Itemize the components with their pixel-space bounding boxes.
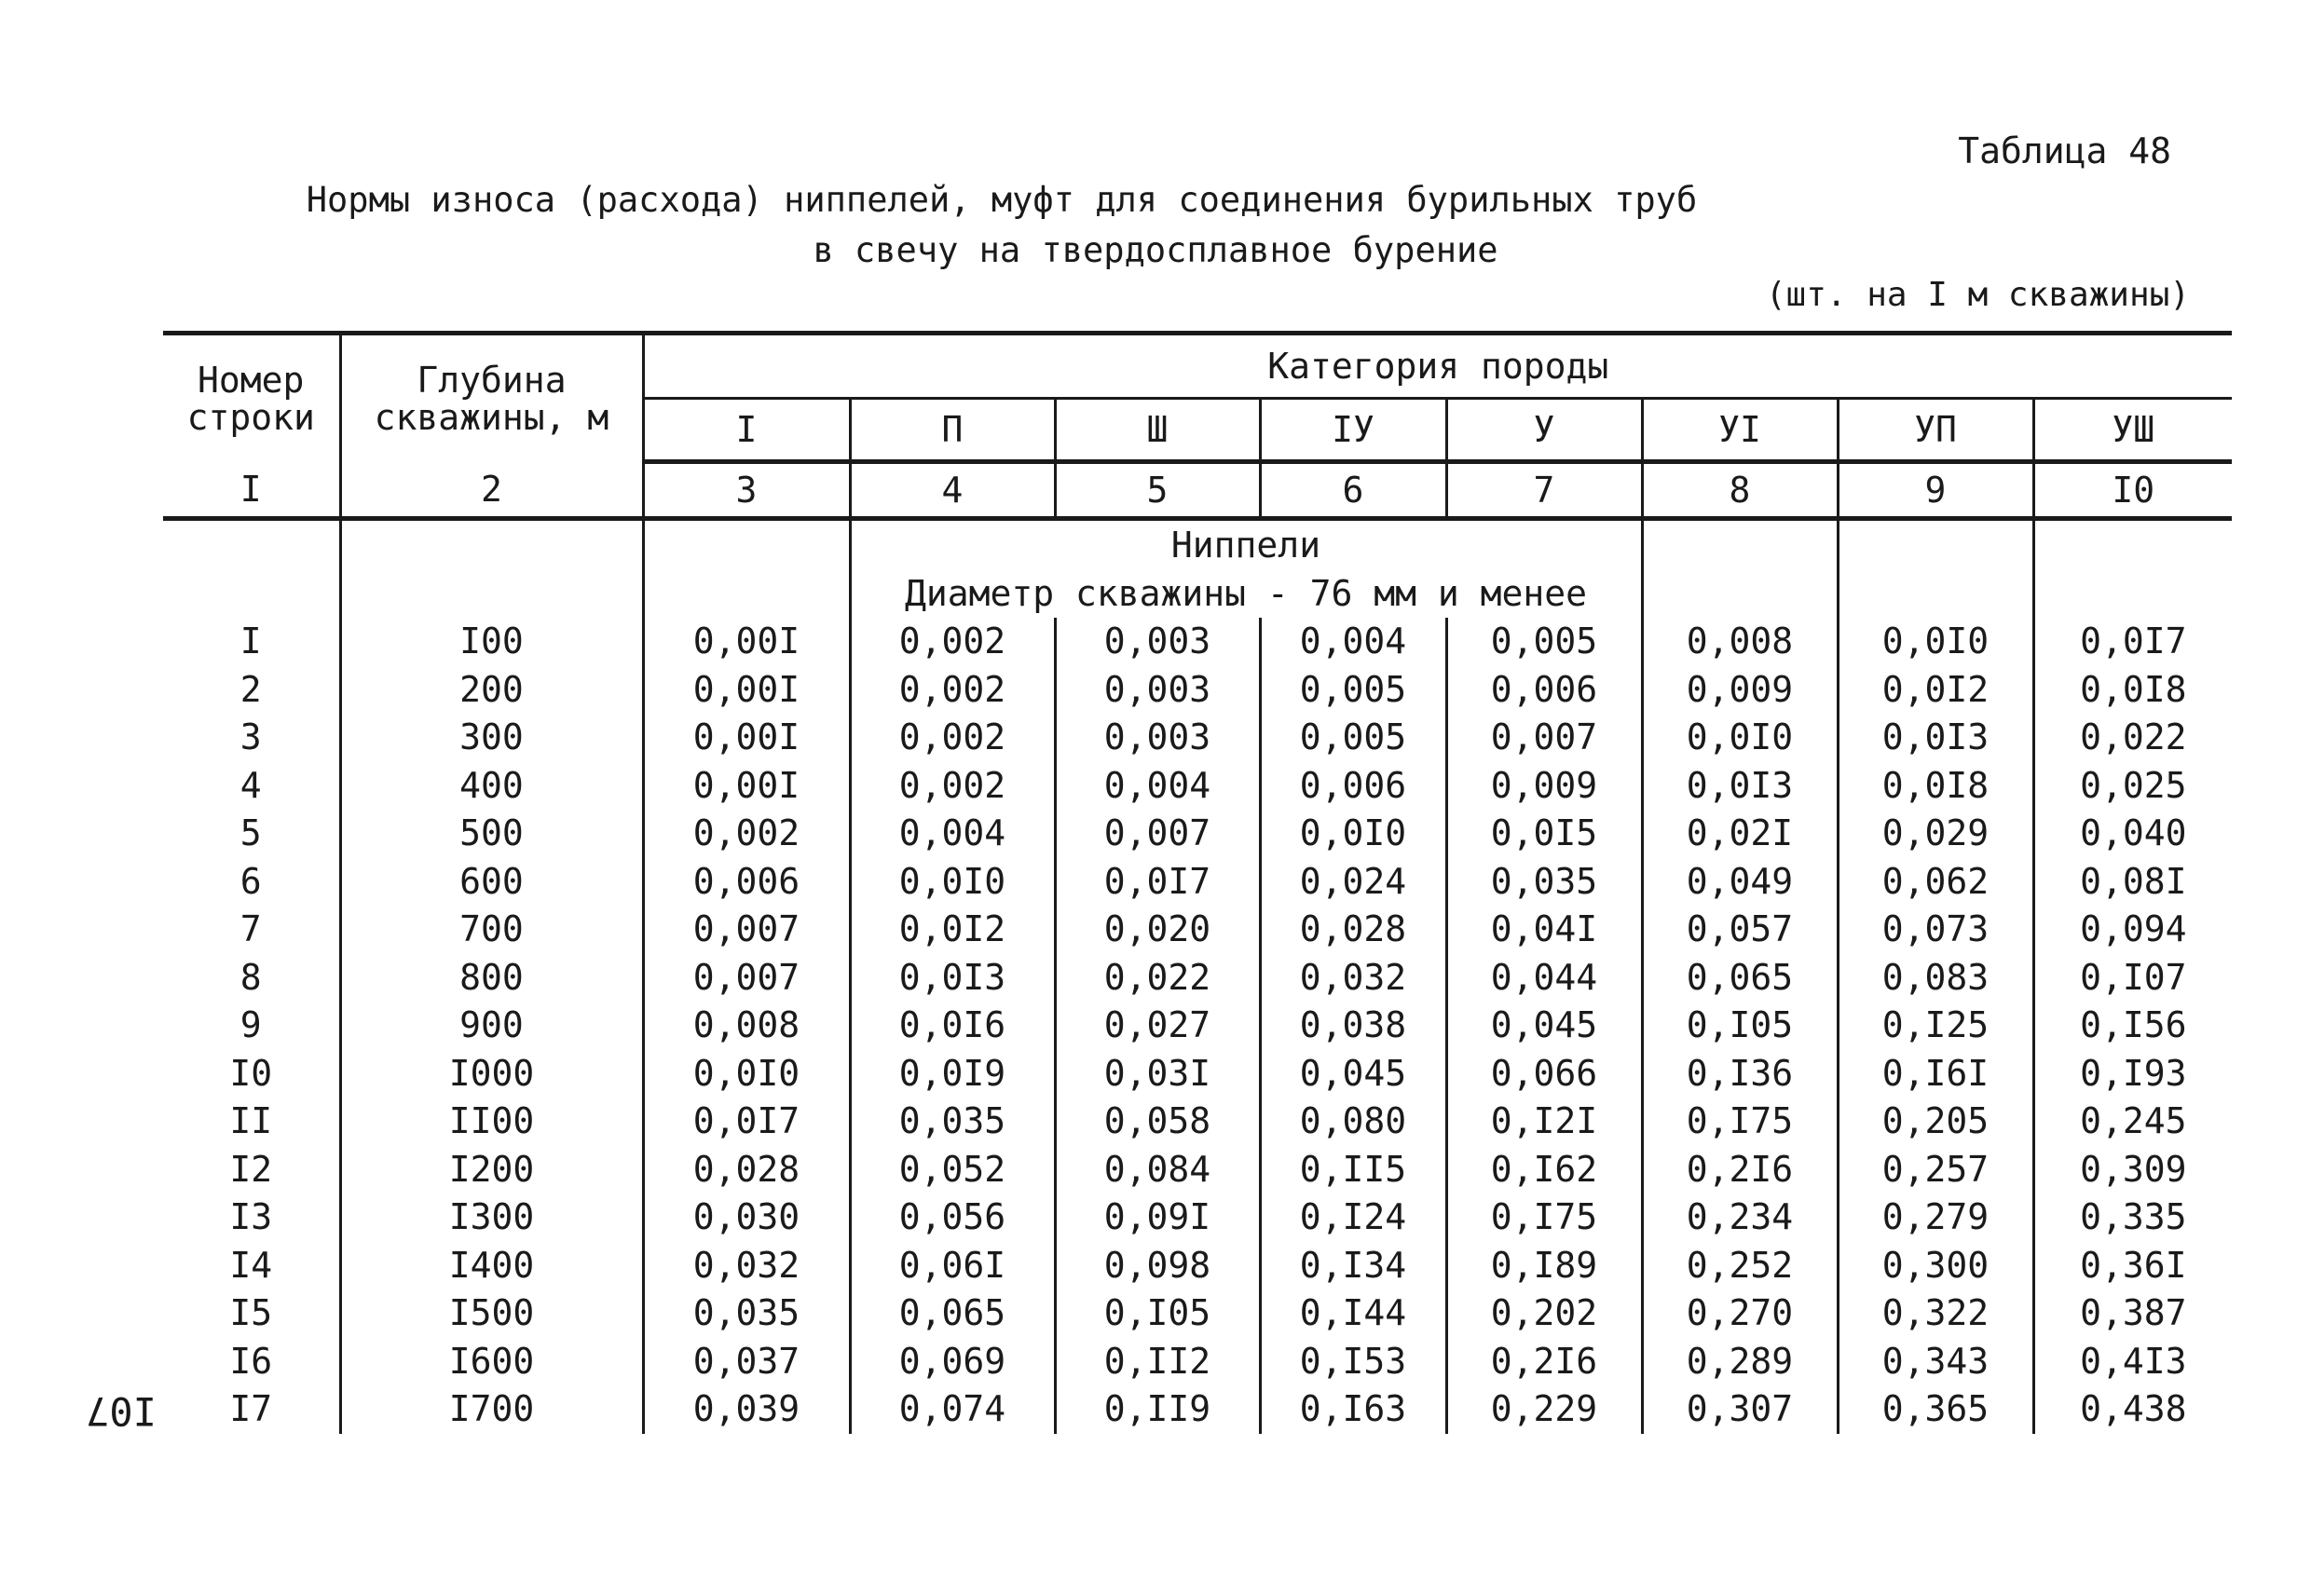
- norm-value-cell: 0,2I6: [1642, 1146, 1838, 1194]
- header-depth: Глубина скважины, м: [340, 334, 643, 462]
- norm-value-cell: 0,062: [1838, 858, 2033, 907]
- depth-cell: 900: [340, 1002, 643, 1050]
- norm-value-cell: 0,309: [2033, 1146, 2232, 1194]
- depth-cell: 500: [340, 810, 643, 858]
- row-number-cell: I5: [229, 1292, 273, 1333]
- norm-value-cell: 0,004: [1055, 762, 1260, 811]
- norm-value-cell: 0,245: [2033, 1098, 2232, 1146]
- norm-value-cell: 0,0I8: [1838, 762, 2033, 811]
- column-number-cell: 9: [1838, 462, 2033, 519]
- norm-value-cell: 0,039: [643, 1385, 850, 1434]
- table-row: [163, 954, 2232, 1003]
- table-row: [163, 906, 2232, 954]
- norm-value-cell: 0,0I6: [850, 1002, 1055, 1050]
- norm-value-cell: 0,II2: [1055, 1338, 1260, 1386]
- norm-value-cell: 0,04I: [1446, 906, 1642, 954]
- norm-value-cell: 0,083: [1838, 954, 2033, 1003]
- table-number: Таблица 48: [1958, 130, 2171, 171]
- norm-value-cell: 0,0I8: [2033, 666, 2232, 715]
- norm-value-cell: 0,0I9: [850, 1050, 1055, 1098]
- norm-value-cell: 0,0I0: [1260, 810, 1446, 858]
- norm-value-cell: 0,005: [1260, 666, 1446, 715]
- row-number-cell: 9: [239, 1004, 262, 1045]
- norm-value-cell: 0,I2I: [1446, 1098, 1642, 1146]
- table-row: [163, 1385, 2232, 1434]
- norm-value-cell: 0,080: [1260, 1098, 1446, 1146]
- norm-value-cell: 0,035: [643, 1289, 850, 1338]
- depth-cell: 300: [340, 714, 643, 762]
- depth-cell: 200: [340, 666, 643, 715]
- norm-value-cell: 0,I25: [1838, 1002, 2033, 1050]
- norm-value-cell: 0,037: [643, 1338, 850, 1386]
- norm-value-cell: 0,0I7: [643, 1098, 850, 1146]
- norm-value-cell: 0,044: [1446, 954, 1642, 1003]
- norm-value-cell: 0,322: [1838, 1289, 2033, 1338]
- header-row-number: Номер строки: [163, 334, 340, 462]
- column-number-cell: 6: [1260, 462, 1446, 519]
- title-line-2: в свечу на твердосплавное бурение: [813, 230, 1498, 270]
- row-number-cell: 8: [239, 956, 262, 998]
- category-header-cell: УП: [1838, 399, 2033, 462]
- norm-value-cell: 0,I34: [1260, 1242, 1446, 1290]
- norm-value-cell: 0,0I0: [1642, 714, 1838, 762]
- norm-value-cell: 0,045: [1260, 1050, 1446, 1098]
- norm-value-cell: 0,058: [1055, 1098, 1260, 1146]
- section-subtitle: Диаметр скважины - 76 мм и менее: [850, 569, 1642, 618]
- page-number: I07: [86, 1388, 157, 1434]
- norm-value-cell: 0,005: [1260, 714, 1446, 762]
- category-header-cell: У: [1446, 399, 1642, 462]
- table-row: [163, 1289, 2232, 1338]
- norm-value-cell: 0,022: [2033, 714, 2232, 762]
- norm-value-cell: 0,003: [1055, 666, 1260, 715]
- row-number-cell: I2: [229, 1148, 273, 1190]
- norm-value-cell: 0,I75: [1446, 1194, 1642, 1242]
- row-number-cell: II: [229, 1100, 273, 1141]
- norm-value-cell: 0,0I0: [643, 1050, 850, 1098]
- norm-value-cell: 0,003: [1055, 618, 1260, 666]
- table-row: [163, 1338, 2232, 1386]
- depth-cell: 800: [340, 954, 643, 1003]
- norm-value-cell: 0,052: [850, 1146, 1055, 1194]
- depth-cell: I500: [340, 1289, 643, 1338]
- depth-cell: 600: [340, 858, 643, 907]
- norm-value-cell: 0,007: [1446, 714, 1642, 762]
- norm-value-cell: 0,0I3: [1838, 714, 2033, 762]
- norm-value-cell: 0,00I: [643, 618, 850, 666]
- norm-value-cell: 0,066: [1446, 1050, 1642, 1098]
- category-header-cell: Ш: [1055, 399, 1260, 462]
- norm-value-cell: 0,335: [2033, 1194, 2232, 1242]
- table-body: [163, 519, 2232, 1434]
- norm-value-cell: 0,I93: [2033, 1050, 2232, 1098]
- title-line-1: Нормы износа (расхода) ниппелей, муфт для соединения бурильных труб: [306, 180, 1698, 220]
- norm-value-cell: 0,098: [1055, 1242, 1260, 1290]
- norm-value-cell: 0,024: [1260, 858, 1446, 907]
- units-note: (шт. на I м скважины): [1765, 276, 2190, 314]
- norm-value-cell: 0,0I3: [1642, 762, 1838, 811]
- table-row: [163, 714, 2232, 762]
- norm-value-cell: 0,II5: [1260, 1146, 1446, 1194]
- norm-value-cell: 0,00I: [643, 762, 850, 811]
- category-header-cell: УI: [1642, 399, 1838, 462]
- depth-cell: I300: [340, 1194, 643, 1242]
- norm-value-cell: 0,007: [1055, 810, 1260, 858]
- column-number-cell: 4: [850, 462, 1055, 519]
- norm-value-cell: 0,I62: [1446, 1146, 1642, 1194]
- norm-value-cell: 0,03I: [1055, 1050, 1260, 1098]
- norm-value-cell: 0,006: [643, 858, 850, 907]
- norm-value-cell: 0,365: [1838, 1385, 2033, 1434]
- norm-value-cell: 0,I07: [2033, 954, 2232, 1003]
- norm-value-cell: 0,020: [1055, 906, 1260, 954]
- norm-value-cell: 0,002: [850, 618, 1055, 666]
- norm-value-cell: 0,0I2: [1838, 666, 2033, 715]
- norm-value-cell: 0,007: [643, 906, 850, 954]
- norm-value-cell: 0,0I5: [1446, 810, 1642, 858]
- norm-value-cell: 0,0I3: [850, 954, 1055, 1003]
- column-number-cell: I: [163, 462, 340, 519]
- row-number-cell: 4: [239, 764, 262, 806]
- norm-value-cell: 0,202: [1446, 1289, 1642, 1338]
- norm-value-cell: 0,073: [1838, 906, 2033, 954]
- norm-value-cell: 0,084: [1055, 1146, 1260, 1194]
- table-row: [163, 1194, 2232, 1242]
- category-header-cell: I: [643, 399, 850, 462]
- norm-value-cell: 0,4I3: [2033, 1338, 2232, 1386]
- row-number-cell: 7: [239, 908, 262, 949]
- header-rock-category: Категория породы: [643, 334, 2232, 399]
- norm-value-cell: 0,032: [643, 1242, 850, 1290]
- depth-cell: I200: [340, 1146, 643, 1194]
- norm-value-cell: 0,002: [850, 762, 1055, 811]
- norm-value-cell: 0,049: [1642, 858, 1838, 907]
- norm-value-cell: 0,029: [1838, 810, 2033, 858]
- norm-value-cell: 0,030: [643, 1194, 850, 1242]
- norm-value-cell: 0,006: [1260, 762, 1446, 811]
- norm-value-cell: 0,0I7: [2033, 618, 2232, 666]
- norm-value-cell: 0,I63: [1260, 1385, 1446, 1434]
- category-header-cell: УШ: [2033, 399, 2232, 462]
- norm-value-cell: 0,289: [1642, 1338, 1838, 1386]
- depth-cell: I700: [340, 1385, 643, 1434]
- norm-value-cell: 0,004: [1260, 618, 1446, 666]
- table-row: [163, 1050, 2232, 1098]
- table-row: [163, 1242, 2232, 1290]
- norm-value-cell: 0,0I2: [850, 906, 1055, 954]
- norm-value-cell: 0,II9: [1055, 1385, 1260, 1434]
- column-number-cell: I0: [2033, 462, 2232, 519]
- norm-value-cell: 0,06I: [850, 1242, 1055, 1290]
- table-row: [163, 1002, 2232, 1050]
- norm-value-cell: 0,0I7: [1055, 858, 1260, 907]
- category-header-cell: IУ: [1260, 399, 1446, 462]
- depth-cell: II00: [340, 1098, 643, 1146]
- norm-value-cell: 0,438: [2033, 1385, 2232, 1434]
- row-number-cell: I4: [229, 1244, 273, 1286]
- norm-value-cell: 0,003: [1055, 714, 1260, 762]
- norm-value-cell: 0,300: [1838, 1242, 2033, 1290]
- norm-value-cell: 0,0I0: [850, 858, 1055, 907]
- category-header-cell: П: [850, 399, 1055, 462]
- norm-value-cell: 0,094: [2033, 906, 2232, 954]
- norm-value-cell: 0,069: [850, 1338, 1055, 1386]
- norm-value-cell: 0,065: [1642, 954, 1838, 1003]
- row-number-cell: I3: [229, 1196, 273, 1237]
- norm-value-cell: 0,I44: [1260, 1289, 1446, 1338]
- norm-value-cell: 0,002: [850, 666, 1055, 715]
- column-number-row: [163, 462, 2232, 519]
- norm-value-cell: 0,I56: [2033, 1002, 2232, 1050]
- norm-value-cell: 0,002: [643, 810, 850, 858]
- table-title: [0, 175, 2311, 276]
- norm-value-cell: 0,032: [1260, 954, 1446, 1003]
- norm-value-cell: 0,027: [1055, 1002, 1260, 1050]
- norm-value-cell: 0,009: [1642, 666, 1838, 715]
- norm-value-cell: 0,004: [850, 810, 1055, 858]
- row-number-cell: I6: [229, 1340, 273, 1382]
- norm-value-cell: 0,I89: [1446, 1242, 1642, 1290]
- norm-value-cell: 0,025: [2033, 762, 2232, 811]
- norm-value-cell: 0,008: [1642, 618, 1838, 666]
- norm-value-cell: 0,270: [1642, 1289, 1838, 1338]
- row-number-cell: 3: [239, 716, 262, 757]
- table-row: [163, 762, 2232, 811]
- column-number-cell: 5: [1055, 462, 1260, 519]
- norm-value-cell: 0,035: [850, 1098, 1055, 1146]
- depth-cell: 700: [340, 906, 643, 954]
- column-number-cell: 2: [340, 462, 643, 519]
- norm-value-cell: 0,065: [850, 1289, 1055, 1338]
- table-row: [163, 810, 2232, 858]
- depth-cell: I600: [340, 1338, 643, 1386]
- norm-value-cell: 0,022: [1055, 954, 1260, 1003]
- norm-value-cell: 0,00I: [643, 714, 850, 762]
- norm-value-cell: 0,229: [1446, 1385, 1642, 1434]
- column-number-cell: 8: [1642, 462, 1838, 519]
- norm-value-cell: 0,02I: [1642, 810, 1838, 858]
- depth-cell: I400: [340, 1242, 643, 1290]
- depth-cell: I000: [340, 1050, 643, 1098]
- norm-value-cell: 0,005: [1446, 618, 1642, 666]
- row-number-cell: 6: [239, 860, 262, 902]
- norm-value-cell: 0,I24: [1260, 1194, 1446, 1242]
- norm-value-cell: 0,279: [1838, 1194, 2033, 1242]
- table-row: [163, 666, 2232, 715]
- norm-value-cell: 0,08I: [2033, 858, 2232, 907]
- table-row: [163, 858, 2232, 907]
- table-row: [163, 1098, 2232, 1146]
- norm-value-cell: 0,343: [1838, 1338, 2033, 1386]
- norm-value-cell: 0,009: [1446, 762, 1642, 811]
- norm-value-cell: 0,038: [1260, 1002, 1446, 1050]
- row-number-cell: I0: [229, 1052, 273, 1094]
- row-number-cell: 2: [239, 668, 262, 710]
- norm-value-cell: 0,252: [1642, 1242, 1838, 1290]
- table-row: [163, 1146, 2232, 1194]
- norm-value-cell: 0,006: [1446, 666, 1642, 715]
- norm-value-cell: 0,035: [1446, 858, 1642, 907]
- norm-value-cell: 0,I6I: [1838, 1050, 2033, 1098]
- norm-value-cell: 0,008: [643, 1002, 850, 1050]
- norm-value-cell: 0,205: [1838, 1098, 2033, 1146]
- norm-value-cell: 0,056: [850, 1194, 1055, 1242]
- norm-value-cell: 0,I36: [1642, 1050, 1838, 1098]
- norm-value-cell: 0,040: [2033, 810, 2232, 858]
- norms-table: [163, 331, 2232, 1434]
- norm-value-cell: 0,I75: [1642, 1098, 1838, 1146]
- norm-value-cell: 0,I05: [1642, 1002, 1838, 1050]
- row-number-cell: I7: [229, 1388, 273, 1429]
- norm-value-cell: 0,002: [850, 714, 1055, 762]
- table-row: [163, 618, 2232, 666]
- depth-cell: 400: [340, 762, 643, 811]
- column-number-cell: 7: [1446, 462, 1642, 519]
- norm-value-cell: 0,028: [1260, 906, 1446, 954]
- norm-value-cell: 0,00I: [643, 666, 850, 715]
- norm-value-cell: 0,387: [2033, 1289, 2232, 1338]
- norm-value-cell: 0,I05: [1055, 1289, 1260, 1338]
- norm-value-cell: 0,045: [1446, 1002, 1642, 1050]
- norm-value-cell: 0,257: [1838, 1146, 2033, 1194]
- column-number-cell: 3: [643, 462, 850, 519]
- norm-value-cell: 0,007: [643, 954, 850, 1003]
- norm-value-cell: 0,074: [850, 1385, 1055, 1434]
- row-number-cell: I: [239, 621, 262, 662]
- norm-value-cell: 0,I53: [1260, 1338, 1446, 1386]
- norm-value-cell: 0,057: [1642, 906, 1838, 954]
- depth-cell: I00: [340, 618, 643, 666]
- row-number-cell: 5: [239, 812, 262, 853]
- section-title: Ниппели: [850, 519, 1642, 570]
- norm-value-cell: 0,0I0: [1838, 618, 2033, 666]
- norm-value-cell: 0,09I: [1055, 1194, 1260, 1242]
- norm-value-cell: 0,234: [1642, 1194, 1838, 1242]
- norm-value-cell: 0,2I6: [1446, 1338, 1642, 1386]
- norm-value-cell: 0,36I: [2033, 1242, 2232, 1290]
- norm-value-cell: 0,307: [1642, 1385, 1838, 1434]
- norm-value-cell: 0,028: [643, 1146, 850, 1194]
